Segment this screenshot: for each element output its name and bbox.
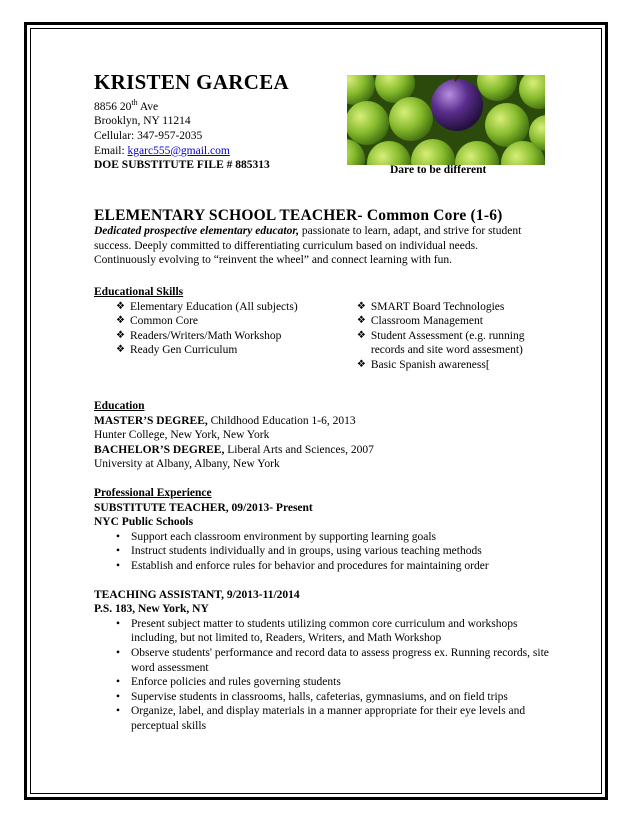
bullet-icon: • bbox=[116, 705, 121, 718]
masters-line: MASTER’S DEGREE, Childhood Education 1-6, 2013 bbox=[94, 414, 356, 427]
bullet-icon: • bbox=[116, 646, 121, 659]
diamond-bullet-icon: ❖ bbox=[356, 300, 366, 312]
bullet-icon: • bbox=[116, 530, 121, 543]
email-link[interactable]: kgarc555@gmail.com bbox=[127, 144, 230, 157]
candidate-name: KRISTEN GARCEA bbox=[94, 70, 289, 94]
skills-columns bbox=[94, 300, 554, 373]
headline: ELEMENTARY SCHOOL TEACHER- Common Core (1-6) bbox=[94, 207, 503, 224]
summary bbox=[94, 224, 534, 268]
list-item: • Present subject matter to students utilizing common core curriculum and workshops including, but not limited to, Readers, Writers, and Math Workshop bbox=[116, 617, 518, 645]
skill-item: ❖ Student Assessment (e.g. running records and site word assesment) bbox=[356, 329, 525, 357]
address-line-1: 8856 20th Ave bbox=[94, 98, 159, 113]
experience-section bbox=[94, 486, 554, 734]
skill-item: ❖ Elementary Education (All subjects) bbox=[116, 300, 298, 313]
experience-title: Professional Experience bbox=[94, 487, 212, 499]
job-title: TEACHING ASSISTANT, 9/2013-11/2014 bbox=[94, 588, 300, 601]
list-item: • Instruct students individually and in groups, using various teaching methods bbox=[116, 545, 482, 558]
bullet-icon: • bbox=[116, 545, 121, 558]
bullet-icon: • bbox=[116, 559, 121, 572]
job-title: SUBSTITUTE TEACHER, 09/2013- Present bbox=[94, 501, 313, 514]
skill-item: ❖ Readers/Writers/Math Workshop bbox=[116, 329, 282, 342]
diamond-bullet-icon: ❖ bbox=[116, 315, 125, 327]
skill-item: ❖ Common Core bbox=[116, 315, 199, 328]
list-item: • Establish and enforce rules for behavior and procedures for maintaining order bbox=[116, 559, 489, 572]
address-line-2: Brooklyn, NY 11214 bbox=[94, 115, 191, 128]
diamond-bullet-icon: ❖ bbox=[116, 344, 125, 356]
job-bullets bbox=[94, 617, 554, 734]
job-bullets bbox=[94, 530, 554, 574]
diamond-bullet-icon: ❖ bbox=[356, 315, 366, 327]
list-item: • Observe students' performance and record data to assess progress ex. Running records, site word assessment bbox=[116, 646, 549, 674]
skill-item: ❖ Classroom Management bbox=[356, 315, 483, 328]
doe-file-number: DOE SUBSTITUTE FILE # 885313 bbox=[94, 159, 270, 172]
diamond-bullet-icon: ❖ bbox=[116, 329, 125, 341]
email-line: Email: kgarc555@gmail.com bbox=[94, 144, 230, 157]
apples-photo bbox=[347, 75, 545, 165]
skills-title: Educational Skills bbox=[94, 286, 184, 298]
skills-right-list bbox=[357, 300, 554, 373]
list-item: • Supervise students in classrooms, halls, cafeterias, gymnasiums, and on field trips bbox=[116, 690, 508, 703]
bullet-icon: • bbox=[116, 617, 121, 630]
list-item: • Organize, label, and display materials in a manner appropriate for their eye levels and perceptual skills bbox=[116, 705, 526, 732]
skills-left-list bbox=[116, 300, 333, 373]
job-org: P.S. 183, New York, NY bbox=[94, 603, 209, 616]
list-item: • Enforce policies and rules governing students bbox=[116, 676, 341, 689]
photo-caption: Dare to be different bbox=[390, 164, 487, 176]
bachelors-line: BACHELOR’S DEGREE, Liberal Arts and Sciences, 2007 bbox=[94, 443, 374, 456]
skill-item: ❖ Basic Spanish awareness[ bbox=[356, 358, 490, 371]
diamond-bullet-icon: ❖ bbox=[356, 358, 366, 370]
diamond-bullet-icon: ❖ bbox=[356, 329, 366, 341]
bullet-icon: • bbox=[116, 690, 121, 703]
cellular: Cellular: 347-957-2035 bbox=[94, 130, 203, 143]
summary-lead: Dedicated prospective elementary educator, bbox=[94, 225, 300, 237]
skill-item: ❖ SMART Board Technologies bbox=[356, 300, 505, 313]
skill-item: ❖ Ready Gen Curriculum bbox=[116, 344, 238, 357]
education-section bbox=[94, 399, 554, 472]
diamond-bullet-icon: ❖ bbox=[116, 300, 125, 312]
bachelors-school: University at Albany, Albany, New York bbox=[94, 458, 280, 471]
masters-school: Hunter College, New York, New York bbox=[94, 429, 270, 442]
job-org: NYC Public Schools bbox=[94, 516, 194, 529]
apples-image bbox=[347, 75, 545, 165]
education-title: Education bbox=[94, 400, 145, 412]
summary-text: passionate to learn, adapt, and strive for student success. Deeply committed to differentiating curriculum based on individual needs. Continuously evolving to “reinvent the wheel” and connect learning with fun. bbox=[94, 225, 522, 267]
bullet-icon: • bbox=[116, 676, 121, 689]
list-item: • Support each classroom environment by supporting learning goals bbox=[116, 530, 437, 543]
skills-section bbox=[94, 285, 554, 373]
